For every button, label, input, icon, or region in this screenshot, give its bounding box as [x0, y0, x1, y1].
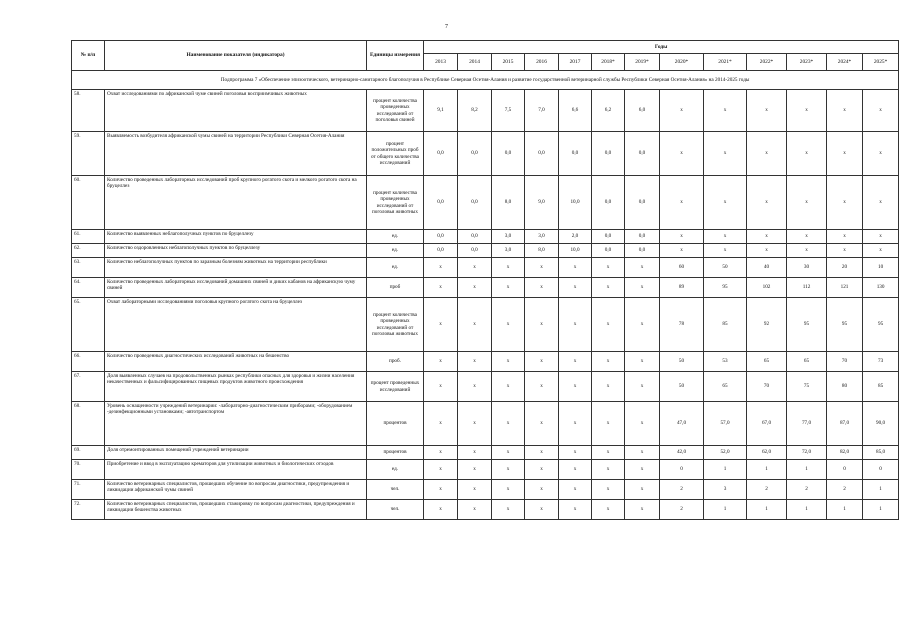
value-cell: x — [559, 446, 592, 460]
value-cell: 3,0 — [492, 244, 525, 258]
value-cell: x — [747, 132, 787, 176]
header-year: 2021* — [704, 54, 747, 71]
value-cell: x — [747, 230, 787, 244]
value-cell: 85 — [863, 372, 899, 402]
value-cell: 112 — [787, 278, 827, 298]
value-cell: 9,1 — [424, 90, 458, 132]
value-cell: 0,0 — [458, 244, 492, 258]
header-name: Наименование показателя (индикатора) — [105, 41, 367, 71]
value-cell: 50 — [704, 258, 747, 278]
header-year: 2013 — [424, 54, 458, 71]
indicator-name: Доля выявленных случаев на продовольственных рынках республики опасных для здоровья и жизни населения некачественных и фальсифицированных пищевых продуктов животного происхождения — [105, 372, 367, 402]
value-cell: x — [525, 258, 559, 278]
value-cell: x — [458, 460, 492, 480]
value-cell: 2,0 — [559, 230, 592, 244]
value-cell: x — [525, 402, 559, 446]
value-cell: x — [592, 500, 625, 520]
subprogram-row — [72, 71, 899, 90]
value-cell: 52,0 — [704, 446, 747, 460]
value-cell: x — [458, 298, 492, 352]
value-cell: 0 — [660, 460, 704, 480]
value-cell: 95 — [787, 298, 827, 352]
value-cell: 102 — [747, 278, 787, 298]
value-cell: x — [424, 278, 458, 298]
value-cell: x — [492, 258, 525, 278]
value-cell: x — [492, 446, 525, 460]
value-cell: x — [660, 90, 704, 132]
value-cell: x — [492, 460, 525, 480]
value-cell: x — [559, 258, 592, 278]
value-cell: x — [559, 278, 592, 298]
value-cell: 0,0 — [592, 132, 625, 176]
value-cell: 6,0 — [625, 90, 660, 132]
value-cell: 1 — [747, 460, 787, 480]
value-cell: x — [704, 230, 747, 244]
value-cell: x — [625, 402, 660, 446]
value-cell: 10,0 — [559, 176, 592, 230]
value-cell: x — [625, 372, 660, 402]
value-cell: 62,0 — [747, 446, 787, 460]
value-cell: x — [592, 480, 625, 500]
value-cell: x — [492, 278, 525, 298]
value-cell: 0,0 — [625, 244, 660, 258]
value-cell: x — [492, 372, 525, 402]
value-cell: x — [827, 90, 863, 132]
value-cell: 130 — [863, 278, 899, 298]
value-cell: 73 — [863, 352, 899, 372]
header-year: 2022* — [747, 54, 787, 71]
value-cell: x — [592, 278, 625, 298]
value-cell: 7,5 — [492, 90, 525, 132]
value-cell: 8,2 — [458, 90, 492, 132]
value-cell: 8,0 — [492, 176, 525, 230]
value-cell: x — [492, 480, 525, 500]
value-cell: x — [625, 298, 660, 352]
indicator-name: Количество ветеринарных специалистов, прошедших обучение по вопросам диагностики, предупреждения и ликвидации африканской чумы свиней — [105, 480, 367, 500]
value-cell: 40 — [747, 258, 787, 278]
indicator-name: Уровень оснащенности учреждений ветеринарии: -лабораторно-диагностическим приборами; -оборудованием -дезинфекционными установками; -автотранспортом — [105, 402, 367, 446]
table-row — [72, 480, 899, 500]
header-year: 2017 — [559, 54, 592, 71]
value-cell: x — [625, 460, 660, 480]
header-year: 2025* — [863, 54, 899, 71]
value-cell: 95 — [827, 298, 863, 352]
value-cell: 1 — [787, 460, 827, 480]
value-cell: 0,0 — [525, 132, 559, 176]
value-cell: 6,6 — [559, 90, 592, 132]
value-cell: x — [559, 402, 592, 446]
value-cell: 0,0 — [592, 244, 625, 258]
value-cell: 89 — [660, 278, 704, 298]
indicator-name: Количество оздоровленных неблагополучных пунктов по бруцеллезу — [105, 244, 367, 258]
unit-cell: процент количества проведенных исследований от поголовья животных — [367, 176, 424, 230]
value-cell: x — [660, 132, 704, 176]
value-cell: x — [704, 90, 747, 132]
value-cell: x — [458, 278, 492, 298]
value-cell: x — [787, 176, 827, 230]
indicator-name: Доля отремонтированных помещений учреждений ветеринарии — [105, 446, 367, 460]
value-cell: x — [492, 298, 525, 352]
value-cell: x — [458, 372, 492, 402]
value-cell: 70 — [747, 372, 787, 402]
unit-cell: проб — [367, 278, 424, 298]
value-cell: 85 — [704, 298, 747, 352]
value-cell: 0,0 — [424, 176, 458, 230]
header-year: 2018* — [592, 54, 625, 71]
header-row-1 — [72, 41, 899, 54]
value-cell: 0,0 — [625, 176, 660, 230]
value-cell: x — [592, 352, 625, 372]
value-cell: x — [424, 298, 458, 352]
value-cell: 70 — [827, 352, 863, 372]
value-cell: 90,0 — [863, 402, 899, 446]
value-cell: 0,0 — [424, 244, 458, 258]
value-cell: 0,0 — [492, 132, 525, 176]
value-cell: 75 — [787, 372, 827, 402]
indicator-name: Приобретение и ввод в эксплуатацию крематоров для утилизации животных и биологических отходов — [105, 460, 367, 480]
table-row — [72, 244, 899, 258]
row-number: 67. — [72, 372, 105, 402]
value-cell: 1 — [704, 460, 747, 480]
value-cell: 2 — [787, 480, 827, 500]
value-cell: x — [827, 132, 863, 176]
value-cell: x — [787, 244, 827, 258]
value-cell: 121 — [827, 278, 863, 298]
value-cell: 0,0 — [458, 176, 492, 230]
value-cell: x — [592, 460, 625, 480]
value-cell: x — [492, 352, 525, 372]
row-number: 70. — [72, 460, 105, 480]
table-row — [72, 176, 899, 230]
value-cell: x — [625, 500, 660, 520]
value-cell: 10,0 — [559, 244, 592, 258]
value-cell: 0 — [827, 460, 863, 480]
value-cell: 0 — [863, 460, 899, 480]
value-cell: 42,0 — [660, 446, 704, 460]
value-cell: x — [747, 176, 787, 230]
unit-cell: процентов — [367, 446, 424, 460]
table-row — [72, 352, 899, 372]
value-cell: x — [592, 258, 625, 278]
value-cell: x — [458, 480, 492, 500]
value-cell: x — [592, 402, 625, 446]
value-cell: x — [787, 230, 827, 244]
value-cell: x — [625, 278, 660, 298]
value-cell: x — [660, 244, 704, 258]
value-cell: 65 — [747, 352, 787, 372]
indicator-name: Количество проведенных лабораторных исследований домашних свиней и диких кабанов на африканскую чуму свиней — [105, 278, 367, 298]
value-cell: x — [424, 372, 458, 402]
value-cell: x — [625, 258, 660, 278]
table-row — [72, 446, 899, 460]
table-row — [72, 500, 899, 520]
value-cell: x — [592, 372, 625, 402]
unit-cell: ед. — [367, 258, 424, 278]
value-cell: x — [458, 402, 492, 446]
table-row — [72, 460, 899, 480]
value-cell: 0,0 — [458, 132, 492, 176]
row-number: 61. — [72, 230, 105, 244]
indicator-name: Охват лабораторными исследованиями поголовья крупного рогатого скота на бруцеллез — [105, 298, 367, 352]
value-cell: x — [525, 298, 559, 352]
value-cell: 0,0 — [559, 132, 592, 176]
value-cell: 82,0 — [827, 446, 863, 460]
value-cell: x — [625, 352, 660, 372]
value-cell: x — [492, 402, 525, 446]
header-year: 2023* — [787, 54, 827, 71]
value-cell: x — [424, 480, 458, 500]
value-cell: x — [525, 446, 559, 460]
row-number: 69. — [72, 446, 105, 460]
row-number: 72. — [72, 500, 105, 520]
table-row — [72, 132, 899, 176]
value-cell: x — [525, 278, 559, 298]
value-cell: x — [863, 132, 899, 176]
value-cell: x — [559, 460, 592, 480]
value-cell: x — [424, 500, 458, 520]
row-number: 66. — [72, 352, 105, 372]
table-row — [72, 258, 899, 278]
value-cell: 1 — [704, 500, 747, 520]
value-cell: 50 — [660, 352, 704, 372]
value-cell: x — [827, 230, 863, 244]
value-cell: x — [704, 132, 747, 176]
value-cell: x — [827, 176, 863, 230]
value-cell: 0,0 — [458, 230, 492, 244]
value-cell: x — [863, 230, 899, 244]
value-cell: x — [525, 372, 559, 402]
value-cell: 1 — [863, 480, 899, 500]
value-cell: 53 — [704, 352, 747, 372]
value-cell: x — [424, 258, 458, 278]
indicator-name: Количество проведенных лабораторных исследований проб крупного рогатого скота и мелкого рогатого скота на бруцеллез — [105, 176, 367, 230]
table-row — [72, 402, 899, 446]
unit-cell: проб. — [367, 352, 424, 372]
value-cell: x — [458, 446, 492, 460]
value-cell: 0,0 — [625, 132, 660, 176]
value-cell: 65 — [787, 352, 827, 372]
value-cell: 95 — [863, 298, 899, 352]
value-cell: x — [625, 480, 660, 500]
unit-cell: процентов — [367, 402, 424, 446]
value-cell: 50 — [660, 372, 704, 402]
indicator-name: Охват исследованиями по африканской чуме свиней поголовья восприимчивых животных — [105, 90, 367, 132]
value-cell: 95 — [704, 278, 747, 298]
value-cell: x — [747, 244, 787, 258]
value-cell: x — [863, 90, 899, 132]
value-cell: 8,0 — [525, 244, 559, 258]
row-number: 59. — [72, 132, 105, 176]
value-cell: 0,0 — [625, 230, 660, 244]
header-year: 2024* — [827, 54, 863, 71]
value-cell: x — [592, 446, 625, 460]
value-cell: 0,0 — [424, 230, 458, 244]
value-cell: 3,0 — [492, 230, 525, 244]
unit-cell: чел. — [367, 500, 424, 520]
value-cell: 0,0 — [592, 176, 625, 230]
unit-cell: процент проведенных исследований — [367, 372, 424, 402]
value-cell: 57,0 — [704, 402, 747, 446]
value-cell: 60 — [660, 258, 704, 278]
value-cell: 7,0 — [525, 90, 559, 132]
unit-cell: процент количества проведенных исследований от поголовья свиней — [367, 90, 424, 132]
indicators-table — [71, 40, 899, 520]
value-cell: 0,0 — [592, 230, 625, 244]
indicator-name: Количество проведенных диагностических исследований животных на бешенство — [105, 352, 367, 372]
table-row — [72, 90, 899, 132]
value-cell: x — [660, 230, 704, 244]
unit-cell: процент количества проведенных исследований от поголовья животных — [367, 298, 424, 352]
value-cell: 87,0 — [827, 402, 863, 446]
unit-cell: процент положительных проб от общего количества исследований — [367, 132, 424, 176]
value-cell: x — [625, 446, 660, 460]
row-number: 65. — [72, 298, 105, 352]
header-year: 2015 — [492, 54, 525, 71]
header-year: 2020* — [660, 54, 704, 71]
table-row — [72, 298, 899, 352]
value-cell: x — [559, 372, 592, 402]
value-cell: x — [424, 446, 458, 460]
header-year: 2014 — [458, 54, 492, 71]
unit-cell: ед. — [367, 460, 424, 480]
value-cell: x — [787, 90, 827, 132]
value-cell: 3,0 — [525, 230, 559, 244]
value-cell: 1 — [787, 500, 827, 520]
value-cell: x — [525, 500, 559, 520]
unit-cell: ед. — [367, 244, 424, 258]
header-year: 2016 — [525, 54, 559, 71]
table-row — [72, 372, 899, 402]
value-cell: 78 — [660, 298, 704, 352]
value-cell: 1 — [863, 500, 899, 520]
row-number: 62. — [72, 244, 105, 258]
value-cell: x — [458, 352, 492, 372]
value-cell: x — [704, 244, 747, 258]
subprogram-title: Подпрограмма 7 «Обеспечение эпизоотического, ветеринарно-санитарного благополучия в Республике Северная Осетия-Алания и развитие государственной ветеринарной службы Республики Северная Осетия-Алания» на 2014-2025 годы — [72, 71, 899, 90]
value-cell: x — [559, 500, 592, 520]
value-cell: 47,0 — [660, 402, 704, 446]
value-cell: x — [559, 352, 592, 372]
value-cell: x — [525, 352, 559, 372]
value-cell: 30 — [787, 258, 827, 278]
value-cell: x — [592, 298, 625, 352]
row-number: 63. — [72, 258, 105, 278]
value-cell: 65 — [704, 372, 747, 402]
header-num: № п/п — [72, 41, 105, 71]
value-cell: 1 — [827, 500, 863, 520]
value-cell: 1 — [747, 500, 787, 520]
value-cell: 10 — [863, 258, 899, 278]
value-cell: 2 — [747, 480, 787, 500]
value-cell: 0,0 — [424, 132, 458, 176]
row-number: 60. — [72, 176, 105, 230]
unit-cell: чел. — [367, 480, 424, 500]
value-cell: 92 — [747, 298, 787, 352]
indicator-name: Количество неблагополучных пунктов по заразным болезням животных на территории республики — [105, 258, 367, 278]
header-year: 2019* — [625, 54, 660, 71]
value-cell: x — [525, 480, 559, 500]
indicator-name: Выявляемость возбудителя африканской чумы свиней на территории Республики Северная Осетия-Алания — [105, 132, 367, 176]
value-cell: x — [660, 176, 704, 230]
value-cell: 3 — [704, 480, 747, 500]
value-cell: x — [863, 176, 899, 230]
table-row — [72, 278, 899, 298]
indicator-name: Количество выявленных неблагополучных пунктов по бруцеллезу — [105, 230, 367, 244]
value-cell: 2 — [827, 480, 863, 500]
value-cell: 6,2 — [592, 90, 625, 132]
value-cell: 67,0 — [747, 402, 787, 446]
header-unit: Единицы измерения — [367, 41, 424, 71]
value-cell: x — [747, 90, 787, 132]
page-number: 7 — [445, 24, 448, 30]
value-cell: x — [424, 352, 458, 372]
value-cell: x — [559, 298, 592, 352]
row-number: 71. — [72, 480, 105, 500]
unit-cell: ед. — [367, 230, 424, 244]
value-cell: x — [492, 500, 525, 520]
value-cell: x — [458, 500, 492, 520]
value-cell: 85,0 — [863, 446, 899, 460]
value-cell: x — [424, 402, 458, 446]
value-cell: 20 — [827, 258, 863, 278]
value-cell: x — [424, 460, 458, 480]
value-cell: x — [787, 132, 827, 176]
value-cell: x — [863, 244, 899, 258]
value-cell: x — [525, 460, 559, 480]
value-cell: 9,0 — [525, 176, 559, 230]
value-cell: 80 — [827, 372, 863, 402]
value-cell: x — [559, 480, 592, 500]
value-cell: 2 — [660, 500, 704, 520]
value-cell: 72,0 — [787, 446, 827, 460]
indicator-name: Количество ветеринарных специалистов, прошедших стажировку по вопросам диагностики, предупреждения и ликвидации бешенства животных — [105, 500, 367, 520]
value-cell: 77,0 — [787, 402, 827, 446]
row-number: 68. — [72, 402, 105, 446]
header-years: Годы — [424, 41, 899, 54]
value-cell: x — [827, 244, 863, 258]
row-number: 58. — [72, 90, 105, 132]
row-number: 64. — [72, 278, 105, 298]
table-row — [72, 230, 899, 244]
value-cell: x — [458, 258, 492, 278]
value-cell: x — [704, 176, 747, 230]
value-cell: 2 — [660, 480, 704, 500]
